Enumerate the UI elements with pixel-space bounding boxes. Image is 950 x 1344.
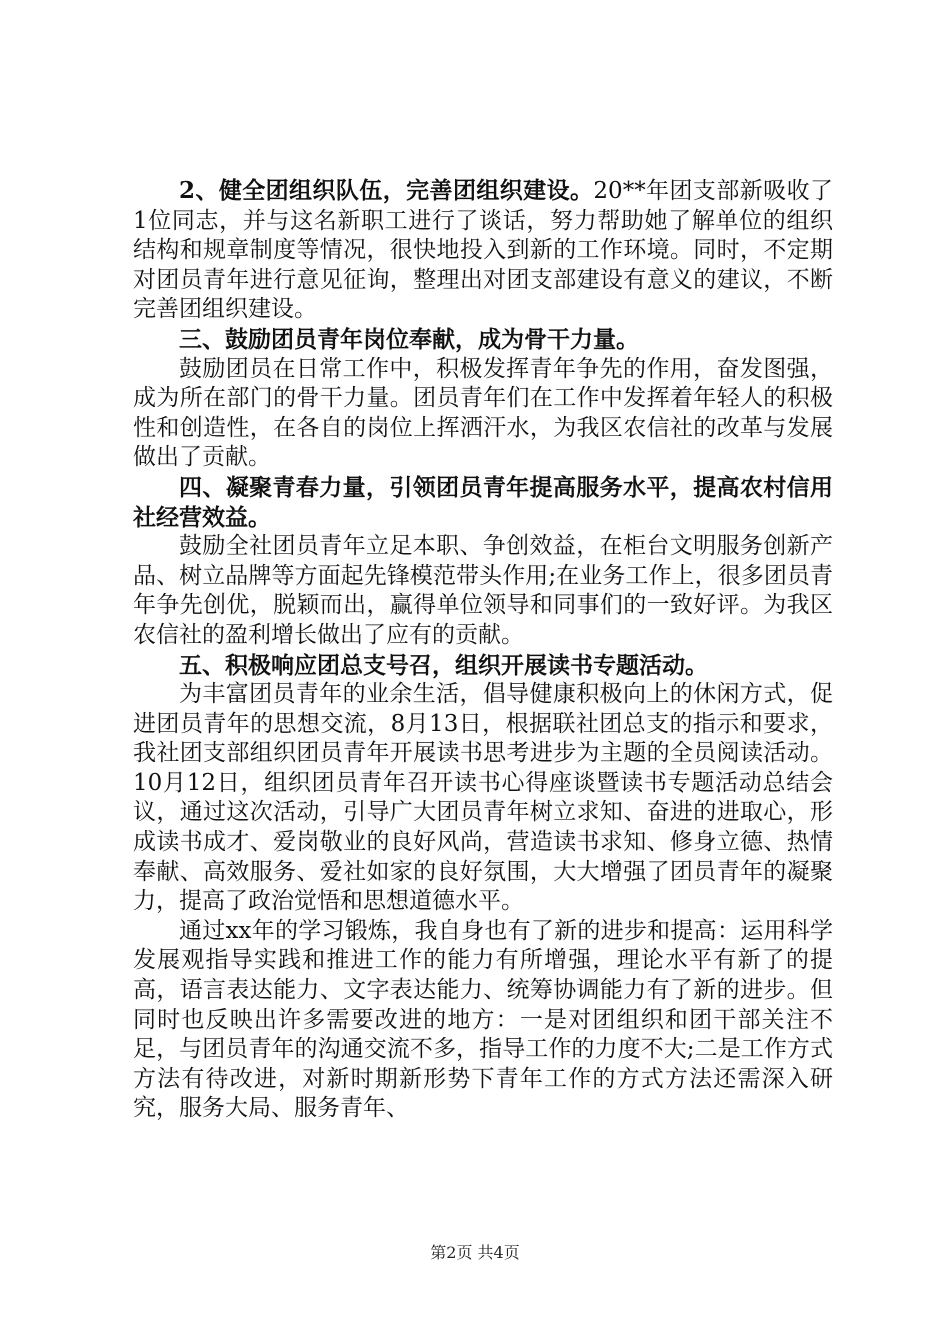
section-heading-4: 四、凝聚青春力量，引领团员青年提高服务水平，提高农村信用社经营效益。	[133, 473, 833, 531]
section-heading-5: 五、积极响应团总支号召，组织开展读书专题活动。	[179, 651, 708, 679]
paragraph-text-team-organization: 20**年团支部新吸收了1位同志，并与这名新职工进行了谈话，努力帮助她了解单位的组织结构和规章制度等情况，很快地投入到新的工作环境。同时，不定期对团员青年进行意见征询，整理出对团支部建设有意义的建议，不断完善团组织建设。	[133, 178, 833, 323]
page-number: 第2页 共4页	[430, 1243, 520, 1262]
document-body	[133, 176, 833, 1124]
paragraph-summary: 通过xx年的学习锻炼，我自身也有了新的进步和提高：运用科学发展观指导实践和推进工作的能力有所增强，理论水平有新了的提高，语言表达能力、文字表达能力、统筹协调能力有了新的进步。但同时也反映出许多需要改进的地方：一是对团组织和团干部关注不足，与团员青年的沟通交流不多，指导工作的力度不大;二是工作方式方法有待改进，对新时期新形势下青年工作的方式方法还需深入研究，服务大局、服务青年、	[133, 917, 833, 1122]
paragraph-team-organization	[133, 176, 833, 325]
section-heading-3: 三、鼓励团员青年岗位奉献，成为骨干力量。	[179, 325, 639, 353]
paragraph-section-3: 鼓励团员在日常工作中，积极发挥青年争先的作用，奋发图强，成为所在部门的骨干力量。团员青年们在工作中发挥着年轻人的积极性和创造性，在各自的岗位上挥洒汗水，为我区农信社的改革与发展做出了贡献。	[133, 355, 833, 471]
page-footer	[0, 1243, 950, 1263]
paragraph-section-5: 为丰富团员青年的业余生活，倡导健康积极向上的休闲方式，促进团员青年的思想交流，8月13日，根据联社团总支的指示和要求，我社团支部组织团员青年开展读书思考进步为主题的全员阅读活动。10月12日，组织团员青年召开读书心得座谈暨读书专题活动总结会议，通过这次活动，引导广大团员青年树立求知、奋进的进取心，形成读书成才、爱岗敬业的良好风尚，营造读书求知、修身立德、热情奉献、高效服务、爱社如家的良好氛围，大大增强了团员青年的凝聚力，提高了政治觉悟和思想道德水平。	[133, 681, 833, 915]
paragraph-section-4: 鼓励全社团员青年立足本职、争创效益，在柜台文明服务创新产品、树立品牌等方面起先锋模范带头作用;在业务工作上，很多团员青年争先创优，脱颖而出，赢得单位领导和同事们的一致好评。为我区农信社的盈利增长做出了应有的贡献。	[133, 533, 833, 648]
paragraph-heading-team-organization: 2、健全团组织队伍，完善团组织建设。	[179, 177, 594, 204]
